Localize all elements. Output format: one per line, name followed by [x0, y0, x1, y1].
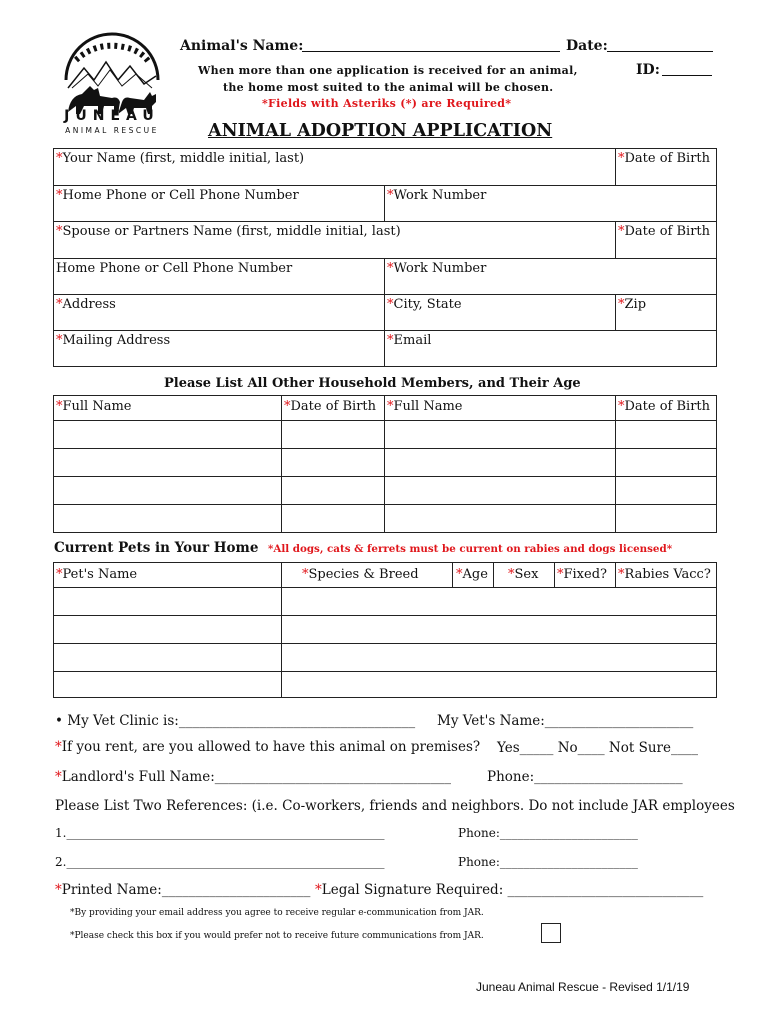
no-contact-note: *Please check this box if you would prefer not to receive future communications from JAR.	[70, 931, 484, 941]
vet-name-field[interactable]: My Vet's Name:______________________	[437, 713, 694, 729]
id-label: ID:	[636, 62, 660, 78]
dob-label: *Date of Birth	[618, 151, 711, 166]
pets-col-name: *Pet's Name	[56, 567, 138, 582]
selection-note-line1: When more than one application is received for an animal,	[198, 64, 578, 77]
logo-subtitle: ANIMAL RESCUE	[65, 126, 159, 135]
household-heading: Please List All Other Household Members, and Their Age	[164, 376, 581, 391]
date-label: Date:	[566, 38, 608, 54]
vet-clinic-field[interactable]: • My Vet Clinic is:___________________________________	[55, 713, 416, 729]
animal-name-label: Animal's Name:	[180, 38, 304, 54]
reference-1-field[interactable]: 1._____________________________________________________	[55, 826, 385, 840]
work-number2-label: *Work Number	[387, 261, 487, 276]
spouse-name-label: *Spouse or Partners Name (first, middle initial, last)	[56, 224, 401, 239]
pets-col-age: *Age	[456, 567, 488, 582]
reference-2-phone-field[interactable]: Phone:_______________________	[458, 855, 638, 869]
email-label: *Email	[387, 333, 432, 348]
logo	[58, 30, 166, 138]
pets-note: *All dogs, cats & ferrets must be current on rabies and dogs licensed*	[268, 543, 673, 555]
rent-question: *If you rent, are you allowed to have this animal on premises?	[55, 739, 481, 755]
rent-options[interactable]: Yes_____ No____ Not Sure____	[497, 740, 698, 756]
email-consent-note: *By providing your email address you agree to receive regular e-communication from JAR.	[70, 908, 484, 918]
household-col-dob-1: *Date of Birth	[284, 399, 377, 414]
animal-name-field[interactable]	[302, 51, 560, 52]
selection-note-line2: the home most suited to the animal will be chosen.	[223, 81, 554, 94]
date-field[interactable]	[607, 51, 713, 52]
address-label: *Address	[56, 297, 116, 312]
pets-col-sex: *Sex	[508, 567, 539, 582]
footer-revision: Juneau Animal Rescue - Revised 1/1/19	[476, 980, 690, 994]
household-col-dob-2: *Date of Birth	[618, 399, 711, 414]
home-phone2-label: Home Phone or Cell Phone Number	[56, 261, 293, 276]
page-title: ANIMAL ADOPTION APPLICATION	[208, 121, 553, 141]
landlord-name-field[interactable]: *Landlord's Full Name:___________________________________	[55, 769, 452, 785]
pets-col-species: *Species & Breed	[302, 567, 419, 582]
required-note: *Fields with Asteriks (*) are Required*	[262, 97, 512, 110]
household-col-full-name-2: *Full Name	[387, 399, 463, 414]
printed-name-field[interactable]: *Printed Name:______________________	[55, 882, 311, 898]
dob2-label: *Date of Birth	[618, 224, 711, 239]
reference-2-field[interactable]: 2._____________________________________________________	[55, 855, 385, 869]
pets-heading: Current Pets in Your Home	[54, 540, 259, 556]
signature-field[interactable]: *Legal Signature Required: _____________________________	[315, 882, 704, 898]
your-name-label: *Your Name (first, middle initial, last)	[56, 151, 305, 166]
zip-label: *Zip	[618, 297, 647, 312]
pets-col-rabies: *Rabies Vacc?	[618, 567, 711, 582]
id-field[interactable]	[662, 75, 712, 76]
reference-1-phone-field[interactable]: Phone:_______________________	[458, 826, 638, 840]
work-number-label: *Work Number	[387, 188, 487, 203]
email-cell[interactable]	[384, 330, 717, 367]
landlord-phone-field[interactable]: Phone:______________________	[487, 769, 683, 785]
logo-name: JUNEAU	[64, 108, 160, 124]
pets-col-fixed: *Fixed?	[557, 567, 607, 582]
mailing-address-label: *Mailing Address	[56, 333, 171, 348]
home-phone-label: *Home Phone or Cell Phone Number	[56, 188, 299, 203]
household-col-full-name-1: *Full Name	[56, 399, 132, 414]
references-label: Please List Two References: (i.e. Co-workers, friends and neighbors. Do not include JAR employees	[55, 798, 735, 814]
city-state-label: *City, State	[387, 297, 462, 312]
no-contact-checkbox[interactable]	[541, 923, 561, 943]
